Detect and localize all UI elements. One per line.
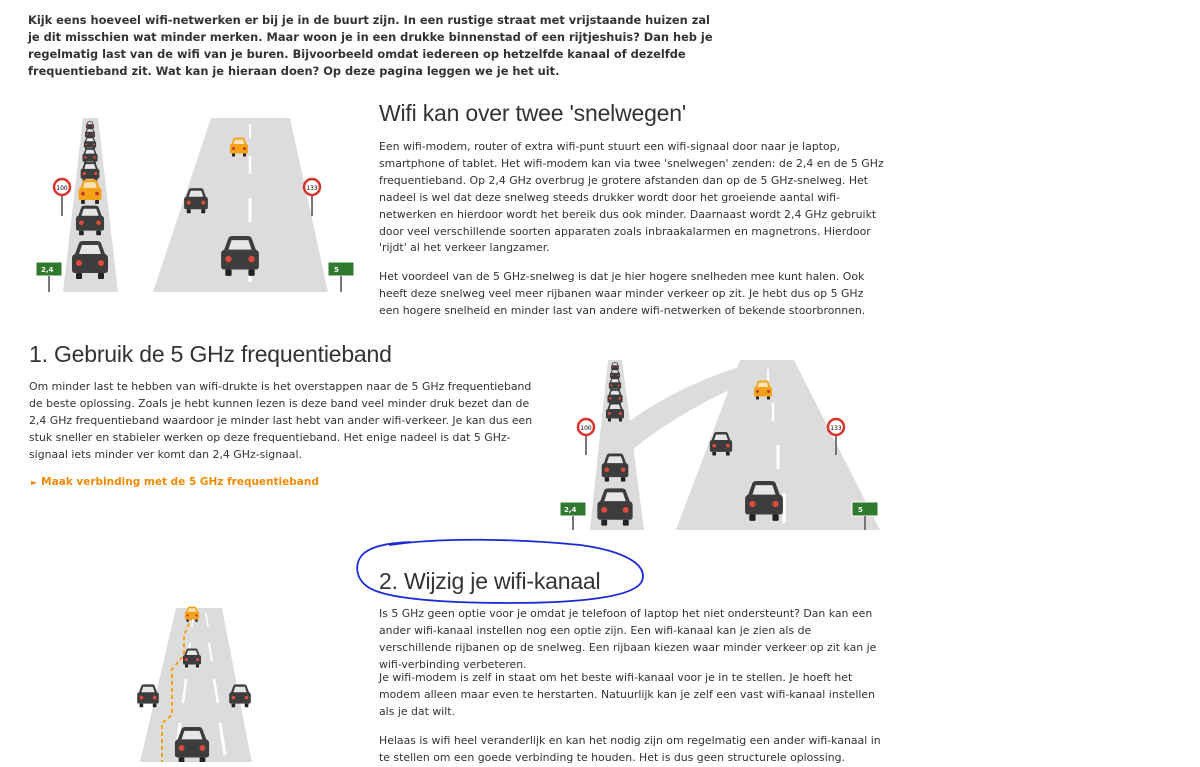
switch-band-illustration	[558, 355, 888, 535]
section-title-step2: 2. Wijzig je wifi-kanaal	[379, 568, 601, 594]
svg-text:5: 5	[334, 266, 339, 274]
step2-paragraph-3: Helaas is wifi heel veranderlijk en kan het nodig zijn om regelmatig een ander wifi-kanaal in te stellen om een goede verbinding te houden. Het is dus geen structurele oplossing.	[379, 734, 881, 764]
connect-5ghz-link[interactable]	[31, 476, 319, 488]
svg-text:2,4: 2,4	[564, 506, 577, 514]
step2-paragraph-1: Is 5 GHz geen optie voor je omdat je telefoon of laptop het niet ondersteunt? Dan kan een ander wifi-kanaal instellen nog een optie zijn. Een wifi-kanaal kan je zien als de verschillende rijbanen op de snelweg. Een rijbaan kiezen waar minder verkeer op zit kan je wifi-verbinding verbeteren.	[379, 607, 877, 671]
svg-text:133: 133	[306, 185, 318, 192]
highways-paragraph-2: Het voordeel van de 5 GHz-snelweg is dat je hier hogere snelheden mee kunt halen. Ook heeft deze snelweg veel meer rijbanen waar minder verkeer op zit. Je hebt dus op 5 GHz een hogere snelheid en minder last van andere wifi-netwerken of bekende stoorbronnen.	[379, 270, 866, 317]
two-highways-illustration	[28, 112, 358, 297]
lane-change-illustration	[120, 605, 280, 762]
band-sign-icon	[328, 262, 354, 276]
step2-paragraph-2: Je wifi-modem is zelf in staat om het beste wifi-kanaal voor je in te stellen. Je hoeft het modem alleen maar even te herstarten. Natuurlijk kan je zelf een vast wifi-kanaal instellen als je dat wilt.	[379, 671, 876, 718]
step1-paragraph: Om minder last te hebben van wifi-drukte is het overstappen naar de 5 GHz frequentieband de beste oplossing. Zoals je hebt kunnen lezen is deze band veel minder druk bezet dan de 2,4 GHz frequentieband waardoor je minder last hebt van ander wifi-verkeer. Je kan dus een stuk sneller en stabieler werken op deze frequentieband. Het enige nadeel is dat 5 GHz-signaal iets minder ver komt dan 2,4 GHz-signaal.	[29, 380, 533, 461]
svg-text:2,4: 2,4	[41, 266, 54, 274]
connect-5ghz-link-label: Maak verbinding met de 5 GHz frequentieband	[41, 476, 319, 488]
intro-text: Kijk eens hoeveel wifi-netwerken er bij je in de buurt zijn. In een rustige straat met vrijstaande huizen zal je dit misschien wat minder merken. Maar woon je in een drukke binnenstad of een rijtjeshuis? Dan heb je regelmatig last van de wifi van je buren. Bijvoorbeeld omdat iedereen op hetzelfde kanaal of dezelfde frequentieband zit. Wat kan je hieraan doen? Op deze pagina leggen we je het uit.	[28, 13, 713, 78]
band-sign-icon	[852, 502, 878, 516]
section-title-highways: Wifi kan over twee 'snelwegen'	[379, 100, 687, 126]
section-title-step1: 1. Gebruik de 5 GHz frequentieband	[29, 341, 392, 367]
chevron-right-icon: ►	[31, 478, 38, 487]
svg-text:133: 133	[830, 425, 842, 432]
svg-text:5: 5	[858, 506, 863, 514]
highways-paragraph-1: Een wifi-modem, router of extra wifi-punt stuurt een wifi-signaal door naar je laptop, smartphone of tablet. Het wifi-modem kan via twee 'snelwegen' zenden: de 2,4 en de 5 GHz frequentieband. Op 2,4 GHz overbrug je grotere afstanden dan op de 5 GHz-snelweg. Het nadeel is wel dat deze snelweg steeds drukker wordt door het groeiende aantal wifi-netwerken en hierdoor wordt het bereik dus ook minder. Daarnaast wordt 2,4 GHz gebruikt door veel verschillende soorten apparaten zoals inbraakalarmen en magnetrons. Hierdoor 'rijdt' al het verkeer langzamer.	[379, 140, 884, 255]
svg-text:100: 100	[56, 185, 68, 192]
svg-text:100: 100	[580, 425, 592, 432]
annotation-circle	[350, 535, 655, 610]
